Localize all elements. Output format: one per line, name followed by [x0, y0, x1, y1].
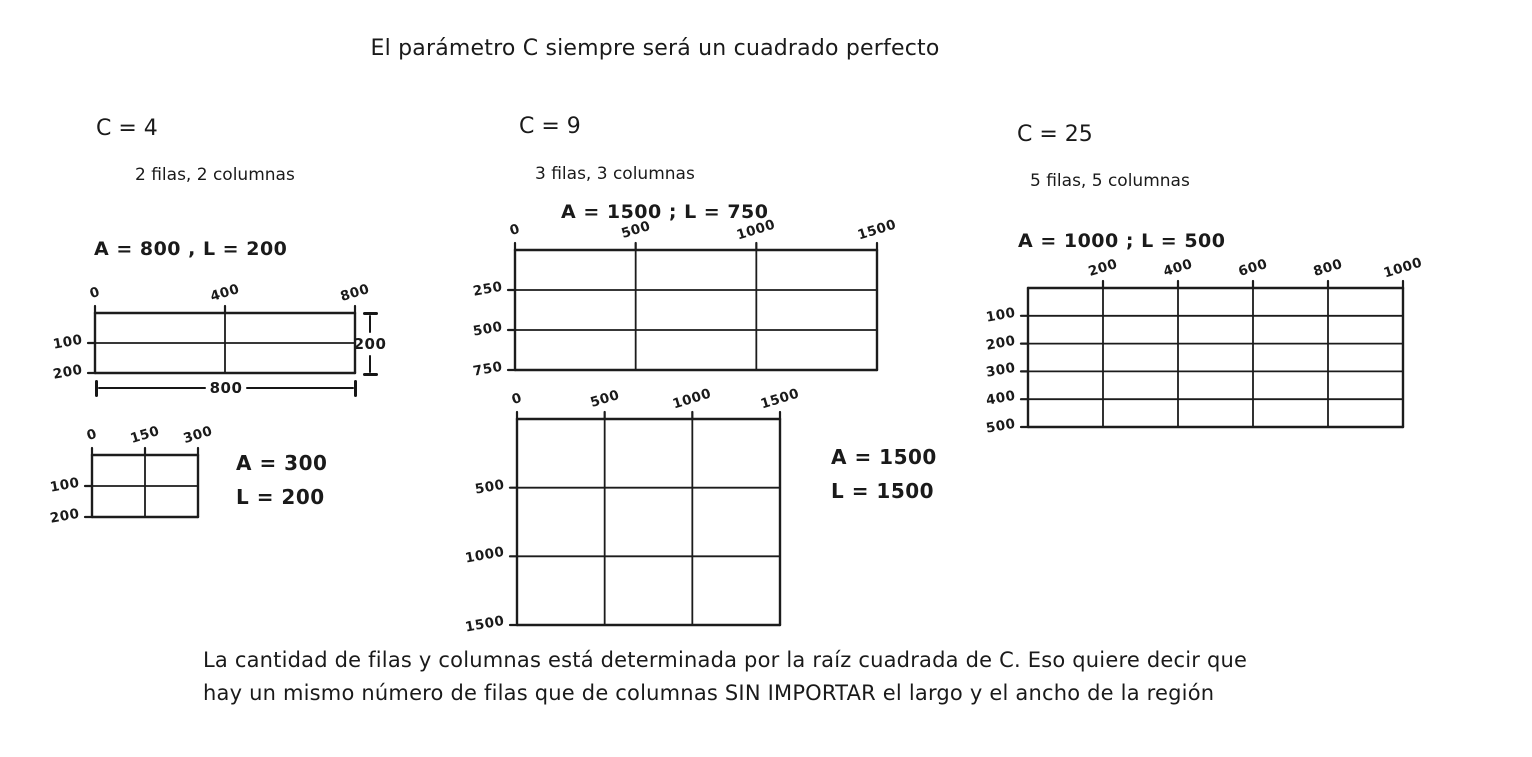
x-tick-label: 600: [1236, 256, 1270, 280]
y-tick-label: 100: [52, 331, 85, 353]
page-title: El parámetro C siempre será un cuadrado perfecto: [370, 36, 940, 61]
section-c9-params: A = 1500 ; L = 750: [561, 201, 769, 223]
x-tick-label: 0: [84, 425, 100, 445]
bracket-segment: [369, 355, 372, 373]
section-c4-label: C = 4: [96, 116, 158, 141]
section-c4-dims: 2 filas, 2 columnas: [135, 165, 295, 185]
x-tick-label: 0: [87, 283, 103, 303]
x-tick-label: 200: [1086, 256, 1120, 280]
bracket-segment: [246, 387, 354, 390]
footer-line-2: hay un mismo número de filas que de columnas SIN IMPORTAR el largo y el ancho de la región: [203, 681, 1215, 705]
width-dimension-bracket: [95, 377, 357, 399]
x-tick-label: 1500: [855, 216, 899, 244]
x-tick-label: 0: [507, 220, 523, 240]
height-dimension-label: 200: [353, 335, 387, 353]
x-tick-label: 1000: [671, 385, 714, 413]
x-tick-label: 800: [1311, 256, 1345, 280]
y-tick-label: 200: [49, 505, 82, 527]
c9-square-params: [831, 440, 937, 508]
c4-small-a-label: A = 300: [236, 451, 328, 475]
bracket-segment: [369, 315, 372, 333]
section-c25-label: C = 25: [1017, 122, 1093, 147]
x-tick-label: 1000: [1381, 254, 1425, 282]
bracket-right-cap: [354, 380, 357, 397]
x-tick-label: 150: [128, 423, 162, 447]
x-tick-label: 0: [509, 389, 525, 409]
section-c25-params: A = 1000 ; L = 500: [1018, 230, 1226, 252]
y-tick-label: 750: [472, 358, 505, 380]
y-tick-label: 500: [985, 415, 1018, 437]
y-tick-label: 300: [985, 360, 1018, 382]
bracket-segment: [98, 387, 206, 390]
x-tick-label: 800: [338, 281, 372, 305]
y-tick-label: 1000: [464, 544, 507, 567]
x-tick-label: 300: [181, 423, 215, 447]
section-c9-dims: 3 filas, 3 columnas: [535, 164, 695, 184]
y-tick-label: 400: [985, 387, 1018, 409]
height-dimension-bracket: [352, 312, 388, 376]
section-c4-params: A = 800 , L = 200: [94, 238, 288, 260]
y-tick-label: 500: [472, 318, 505, 340]
x-tick-label: 500: [588, 387, 622, 411]
c9-square-l-label: L = 1500: [831, 479, 935, 503]
x-tick-label: 400: [1161, 256, 1195, 280]
footer-line-1: La cantidad de filas y columnas está determinada por la raíz cuadrada de C. Eso quiere decir que: [203, 648, 1248, 672]
c9-square-a-label: A = 1500: [831, 445, 937, 469]
x-tick-label: 1000: [735, 216, 778, 244]
width-dimension-label: 800: [209, 379, 243, 397]
c4-small-params: [236, 446, 327, 514]
grid-c9-wide: [472, 216, 899, 380]
y-tick-label: 500: [474, 476, 507, 498]
grid-c4-main: [52, 281, 372, 383]
y-tick-label: 200: [52, 361, 85, 383]
c4-small-l-label: L = 200: [236, 485, 325, 509]
x-tick-label: 1500: [758, 385, 802, 413]
section-c9-label: C = 9: [519, 114, 581, 139]
bracket-bottom-cap: [363, 373, 378, 376]
grid-c25-main: [985, 254, 1425, 437]
y-tick-label: 1500: [464, 612, 507, 636]
footer-note: [203, 644, 1247, 710]
grid-c4-small: [49, 423, 215, 527]
grid-c9-square: [464, 385, 802, 636]
y-tick-label: 100: [49, 474, 82, 496]
y-tick-label: 250: [472, 278, 505, 300]
x-tick-label: 500: [619, 218, 653, 242]
y-tick-label: 200: [985, 332, 1018, 354]
y-tick-label: 100: [985, 304, 1018, 326]
x-tick-label: 400: [208, 281, 242, 305]
section-c25-dims: 5 filas, 5 columnas: [1030, 171, 1190, 191]
